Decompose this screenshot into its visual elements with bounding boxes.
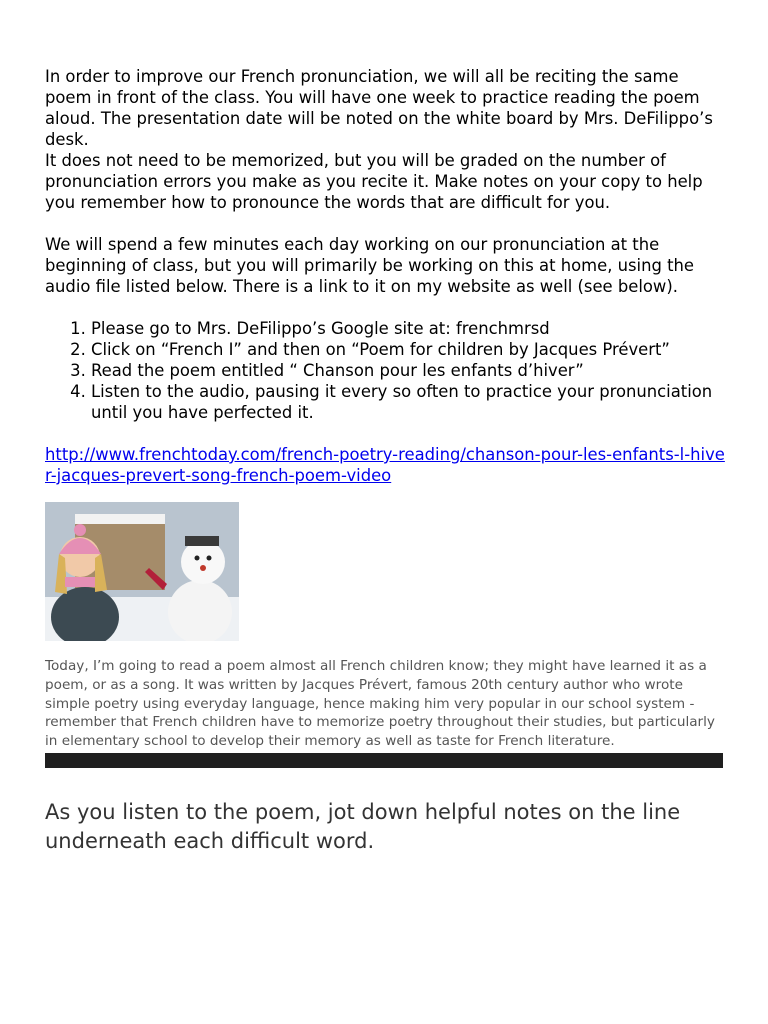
photo-caption: Today, I’m going to read a poem almost all French children know; they might have learned it as a poem, or as a song. It was written by Jacques Prévert, famous 20th century author who wrote simple poetry using everyday language, hence making him very popular in our school system - remember that French children have to memorize poetry throughout their studies, but particularly in elementary school to develop their memory as well as taste for French literature. <box>45 658 715 750</box>
poem-audio-link[interactable]: http://www.frenchtoday.com/french-poetry-reading/chanson-pour-les-enfants-l-hiver-jacques-prevert-song-french-poem-video <box>45 445 725 485</box>
intro-paragraph-3: We will spend a few minutes each day working on our pronunciation at the beginning of class, but you will primarily be working on this at home, using the audio file listed below. There is a link to it on my website as well (see below). <box>45 235 695 296</box>
document-page <box>45 66 725 856</box>
intro-paragraph-2: It does not need to be memorized, but you will be graded on the number of pronunciation errors you make as you recite it. Make notes on your copy to help you remember how to pronounce the words that are difficult for you. <box>45 151 703 212</box>
intro-paragraph-1: In order to improve our French pronunciation, we will all be reciting the same poem in front of the class. You will have one week to practice reading the poem aloud. The presentation date will be noted on the white board by Mrs. DeFilippo’s desk. <box>45 67 713 149</box>
steps-list <box>45 318 725 423</box>
step-item: 1. Please go to Mrs. DeFilippo’s Google site at: frenchmrsd <box>91 318 725 339</box>
step-item: 4. Listen to the audio, pausing it every so often to practice your pronunciation until you have perfected it. <box>91 381 725 423</box>
step-item: 2. Click on “French I” and then on “Poem for children by Jacques Prévert” <box>91 339 725 360</box>
spacer <box>45 213 725 234</box>
instruction-text: As you listen to the poem, jot down helpful notes on the line underneath each difficult word. <box>45 799 681 853</box>
spacer <box>45 297 725 318</box>
snowman-photo <box>45 502 239 641</box>
divider-bar <box>45 753 723 768</box>
step-item: 3. Read the poem entitled “ Chanson pour les enfants d’hiver” <box>91 360 725 381</box>
